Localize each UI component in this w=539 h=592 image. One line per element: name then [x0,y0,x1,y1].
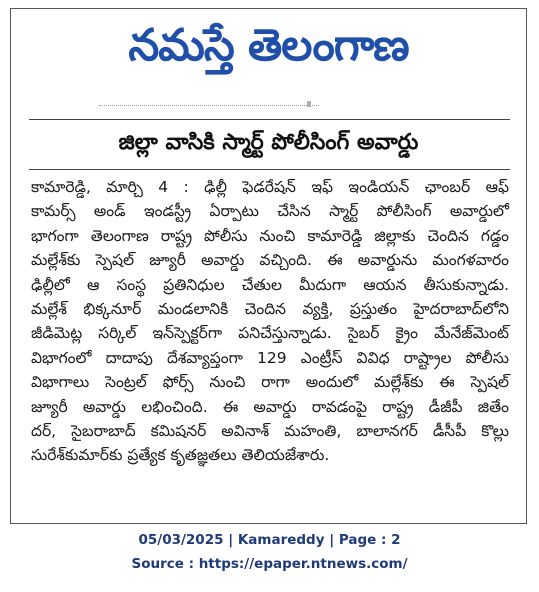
newspaper-masthead-logo: నమస్తే తెలంగాణ [128,20,409,71]
clipping-edge-line [99,105,319,109]
article-line: సురేశ్‌కుమార్‌కు ప్రత్యేక కృతజ్ఞతలు తెలియజేశారు. [31,446,330,465]
article-line: జీడిమెట్ల సర్కిల్ ఇన్‌స్పెక్టర్‌గా పనిచేస్తున్నాడు. సైబర్ క్రైం మేనేజ్‌మెంట్ [31,324,509,343]
article-line: భాగంగా తెలంగాణ రాష్ట్ర పోలీసు నుంచి కామారెడ్డి జిల్లాకు చెందిన గడ్డం [31,226,509,245]
clipping-frame [10,8,527,524]
article-line: కామారెడ్డి, మార్చి 4 : ఢిల్లీ ఫెడరేషన్ ఇఫ్ ఇండియన్ ఛాంబర్ ఆఫ్ [31,178,509,196]
article-body [31,175,509,468]
article-line: దర్, సైబరాబాద్ కమిషనర్ అవినాశ్ మహంతి, బాలానగర్ డీసీపీ కొల్లు [31,421,509,440]
clipping-source-line: Source : https://epaper.ntnews.com/ [131,556,408,572]
clipping-edge-mark [307,101,311,107]
article-line: కామర్స్ అండ్ ఇండస్ట్రీ ఏర్పాటు చేసిన స్మార్ట్ పోలీసింగ్ అవార్డులో [31,202,509,221]
article-line: మల్లేశ్ భిక్కనూర్ మండలానికి చెందిన వ్యక్తి, ప్రస్తుతం హైదరాబాద్‌లోని [31,299,509,318]
headline-rule-bottom [29,169,510,170]
clipping-meta-line: 05/03/2025 | Kamareddy | Page : 2 [138,532,401,548]
article-line: విభాగాలు సెంట్రల్ ఫోర్స్ నుంచి రాగా అందులో మల్లేశ్‌కు ఈ స్పెషల్ [31,373,509,392]
article-line: మల్లేశ్‌కు స్పెషల్ జ్యూరీ అవార్డు వచ్చింది. ఈ అవార్డును మంగళవారం [31,251,509,270]
article-line: ఢిల్లీలో ఆ సంస్థ ప్రతినిధుల చేతుల మీదుగా ఆయన తీసుకున్నాడు. [31,275,509,294]
article-line: విభాగంలో దాదాపు దేశవ్యాప్తంగా 129 ఎంట్రీస్ వివిధ రాష్ట్రాల పోలీసు [31,348,509,367]
article-line: జ్యూరీ అవార్డు లభించింది. ఈ అవార్డు రావడంపై రాష్ట్ర డీజీపీ జితేం [31,397,509,416]
article-headline: జిల్లా వాసికి స్మార్ట్ పోలీసింగ్ అవార్డు [118,130,419,155]
